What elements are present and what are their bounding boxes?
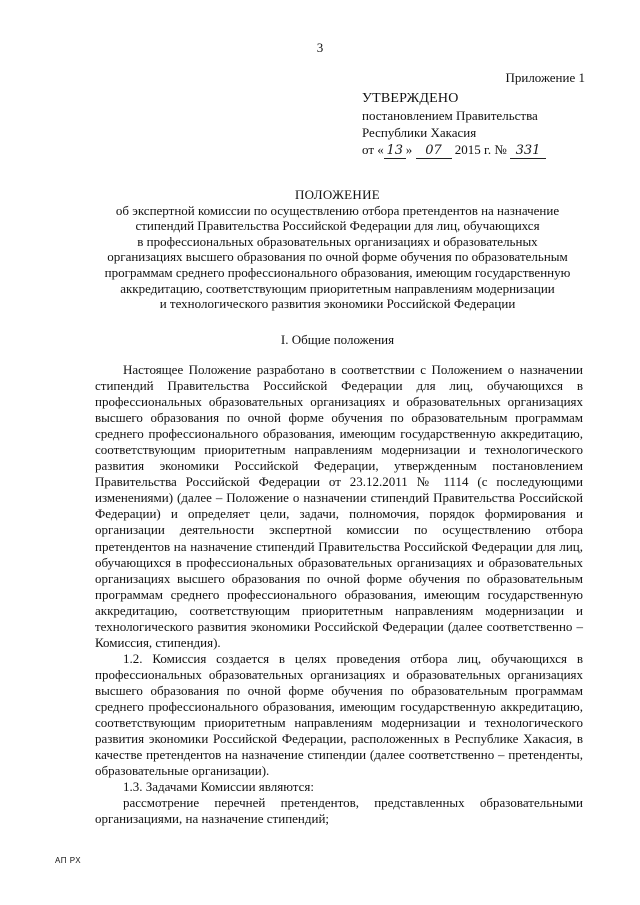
handwritten-number: 331 xyxy=(510,144,546,159)
page-number: 3 xyxy=(316,40,324,55)
paragraph-intro: Настоящее Положение разработано в соответствии с Положением о назначении стипендий Правительства Российской Федерации для лиц, обучающихся в профессиональных образовательных организациях и образовательных организациях высшего образования по очной форме обучения по образовательным программам среднего профессионального образования, имеющим государственную аккредитацию, соответствующим приоритетным направлениям модернизации и технологического развития экономики Российской Федерации, утвержденным постановлением Правительства Российской Федерации от 23.12.2011 № 1114 (с последующими изменениями) (далее – Положение о назначении стипендий Правительства Российской Федерации) и определяет цели, задачи, полномочия, порядок формирования и организации деятельности экспертной комиссии по осуществлению отбора претендентов на назначение стипендий Правительства Российской Федерации для лиц, обучающихся в профессиональных образовательных организациях и образовательных организациях высшего образования по очной форме обучения по образовательным программам среднего профессионального образования, имеющим государственную аккредитацию, соответствующим приоритетным направлениям модернизации и технологического развития экономики Российской Федерации (далее соответственно – Комиссия, стипендия). xyxy=(95,362,583,650)
approval-line-1: постановлением Правительства xyxy=(362,108,538,123)
document-body xyxy=(95,362,583,827)
title-line: и технологического развития экономики Российской Федерации xyxy=(159,296,516,312)
title-line: об экспертной комиссии по осуществлению отбора претендентов на назначение xyxy=(115,202,560,218)
title-line: в профессиональных образовательных организациях и образовательных xyxy=(137,233,538,249)
paragraph-1-2: 1.2. Комиссия создается в целях проведения отбора лиц, обучающихся в профессиональных образовательных организациях и образовательных организациях высшего образования по очной форме обучения по образовательным программам среднего профессионального образования, имеющим государственную аккредитацию, соответствующим приоритетным направлениям модернизации и технологического развития экономики Российской Федерации, расположенных в Республике Хакасия, в качестве претендентов на назначение стипендии (далее соответственно – претенденты, образовательные организации). xyxy=(95,650,583,779)
footer-stamp: АП РХ xyxy=(55,856,82,865)
section-heading: I. Общие положения xyxy=(280,332,395,347)
paragraph-1-3: 1.3. Задачами Комиссии являются: xyxy=(123,779,314,795)
date-mid: » xyxy=(405,142,413,157)
handwritten-day: 13 xyxy=(384,144,406,159)
approval-date-line xyxy=(362,141,546,159)
paragraph-task-1: рассмотрение перечней претендентов, представленных образовательными организациями, на назначение стипендий; xyxy=(95,795,583,827)
title-line: стипендий Правительства Российской Федерации для лиц, обучающихся xyxy=(135,218,540,234)
approved-stamp-text: УТВЕРЖДЕНО xyxy=(362,91,459,106)
date-year: 2015 г. № xyxy=(454,142,507,157)
document-title: ПОЛОЖЕНИЕ xyxy=(294,187,381,202)
title-line: аккредитацию, соответствующим приоритетным направлениям модернизации xyxy=(120,280,555,296)
approval-block xyxy=(362,90,546,159)
date-prefix: от « xyxy=(362,142,384,157)
appendix-label: Приложение 1 xyxy=(505,70,585,85)
handwritten-month: 07 xyxy=(416,144,452,159)
title-line: организациях высшего образования по очной форме обучения по образовательным xyxy=(107,249,568,265)
approval-line-2: Республики Хакасия xyxy=(362,125,477,140)
document-title-block xyxy=(95,187,580,312)
title-line: программам среднего профессионального образования, имеющим государственную xyxy=(104,264,571,280)
